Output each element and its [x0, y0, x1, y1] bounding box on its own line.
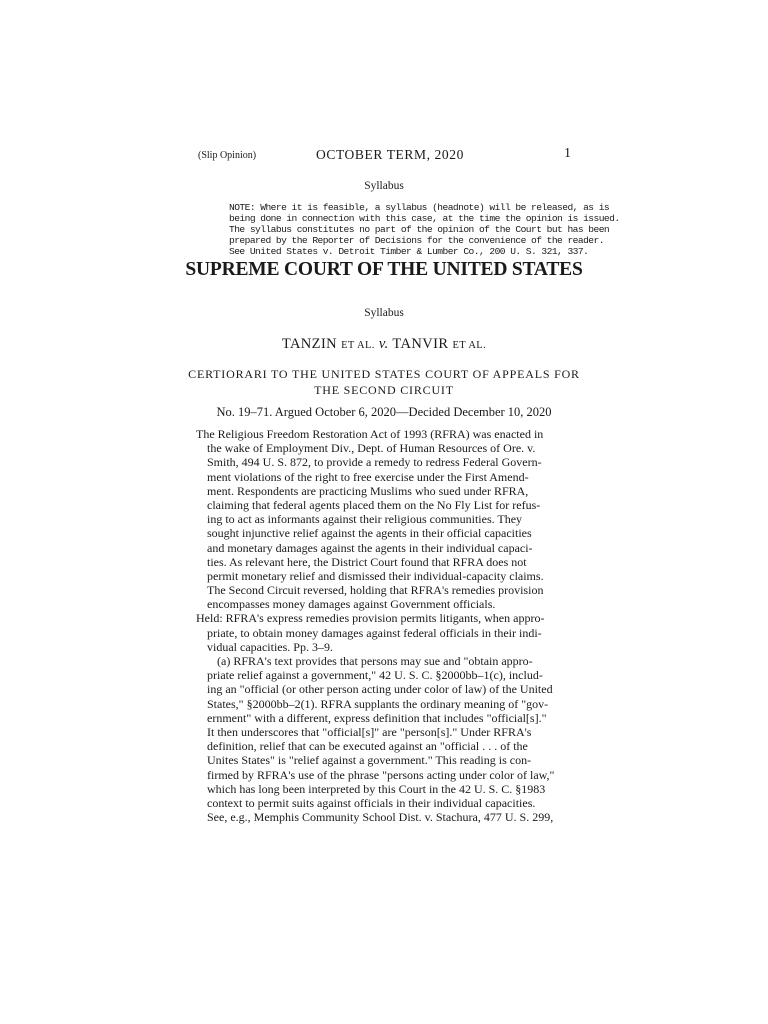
certiorari-heading	[0, 366, 768, 398]
note-line: being done in connection with this case, at the time the opinion is issued.	[229, 213, 620, 224]
body-line: ment violations of the right to free exercise under the First Amend-	[207, 469, 529, 484]
respondent-name: TANVIR	[392, 336, 449, 352]
syllabus-body	[196, 427, 556, 824]
body-line: which has long been interpreted by this Court in the 42 U. S. C. §1983	[207, 781, 546, 796]
body-line: permit monetary relief and dismissed their individual-capacity claims.	[207, 568, 544, 583]
case-caption	[0, 336, 768, 353]
versus-label: v.	[378, 336, 389, 352]
body-line: See, e.g., Memphis Community School Dist. v. Stachura, 477 U. S. 299,	[207, 810, 554, 825]
body-line: sought injunctive relief against the agents in their official capacities	[207, 526, 532, 541]
body-line: Unites States" is "relief against a government." This reading is con-	[207, 753, 532, 768]
petitioner-suffix: ET AL.	[341, 340, 375, 351]
body-line: Held: RFRA's express remedies provision permits litigants, when appro-	[196, 611, 545, 626]
body-line: and monetary damages against the agents in their individual capaci-	[207, 540, 533, 555]
body-line: the wake of Employment Div., Dept. of Human Resources of Ore. v.	[207, 441, 536, 456]
note-line: The syllabus constitutes no part of the opinion of the Court but has been	[229, 224, 610, 235]
body-line: The Religious Freedom Restoration Act of 1993 (RFRA) was enacted in	[196, 427, 544, 441]
body-line: ties. As relevant here, the District Court found that RFRA does not	[207, 554, 527, 569]
page-number: 1	[564, 146, 571, 161]
body-line: It then underscores that "official[s]" are "person[s]." Under RFRA's	[207, 724, 532, 739]
body-line: firmed by RFRA's use of the phrase "persons acting under color of law,"	[207, 767, 555, 782]
note-line: NOTE: Where it is feasible, a syllabus (headnote) will be released, as is	[229, 202, 610, 213]
slip-opinion-label: (Slip Opinion)	[198, 150, 257, 161]
body-line: encompasses money damages against Government officials.	[207, 597, 496, 612]
body-line: (a) RFRA's text provides that persons may sue and "obtain appro-	[217, 654, 533, 668]
petitioner-name: TANZIN	[281, 336, 338, 352]
syllabus-heading-top: Syllabus	[364, 180, 404, 192]
body-line: priate relief against a government," 42 U. S. C. §2000bb–1(c), includ-	[207, 668, 543, 683]
court-name: SUPREME COURT OF THE UNITED STATES	[185, 259, 583, 280]
body-line: The Second Circuit reversed, holding that RFRA's remedies provision	[207, 583, 544, 598]
body-line: vidual capacities. Pp. 3–9.	[207, 639, 333, 654]
body-line: States," §2000bb–2(1). RFRA supplants the ordinary meaning of "gov-	[207, 696, 549, 711]
syllabus-heading: Syllabus	[364, 307, 404, 319]
body-line: context to permit suits against officials in their individual capacities.	[207, 795, 536, 810]
body-line: ernment" with a different, express definition that includes "official[s]."	[207, 710, 547, 725]
body-line: ing to act as informants against their religious communities. They	[207, 512, 523, 527]
reporter-note	[229, 202, 620, 257]
body-line: definition, relief that can be executed against an "official . . . of the	[207, 739, 528, 754]
docket-line: No. 19–71. Argued October 6, 2020—Decided December 10, 2020	[216, 405, 552, 419]
body-line: claiming that federal agents placed them on the No Fly List for refus-	[207, 497, 541, 512]
term-heading: OCTOBER TERM, 2020	[316, 147, 464, 162]
note-line: prepared by the Reporter of Decisions for the convenience of the reader.	[229, 235, 604, 246]
respondent-suffix: ET AL.	[452, 340, 487, 351]
certiorari-line: CERTIORARI TO THE UNITED STATES COURT OF APPEALS FOR	[188, 367, 580, 381]
body-line: ing an "official (or other person acting under color of law) of the United	[207, 682, 553, 697]
certiorari-line: THE SECOND CIRCUIT	[314, 383, 454, 397]
body-line: priate, to obtain money damages against federal officials in their indi-	[207, 625, 542, 640]
body-line: Smith, 494 U. S. 872, to provide a remedy to redress Federal Govern-	[207, 455, 542, 470]
body-line: ment. Respondents are practicing Muslims who sued under RFRA,	[207, 483, 529, 498]
note-line: See United States v. Detroit Timber & Lumber Co., 200 U. S. 321, 337.	[229, 246, 589, 257]
